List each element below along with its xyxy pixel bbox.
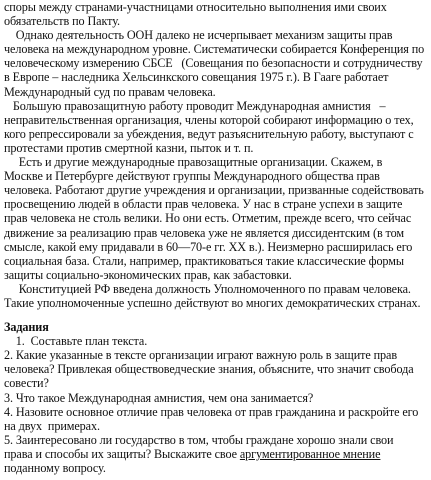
task-line: человека? Привлекая обществоведческие знания, объясните, что значит свобода <box>4 362 414 377</box>
text-line: смысле, какой ему придавали в 60—70-е гг. XX в.). Неизмерно расширилась его <box>4 239 413 254</box>
text-line: Большую правозащитную работу проводит Международная амнистия – <box>4 98 386 113</box>
text-line: Такие уполномоченные успешно действуют во многих демократических странах. <box>4 295 421 310</box>
text-line: прав человека не столь велики. Но они есть. Отметим, прежде всего, что сейчас <box>4 211 412 226</box>
text-line: человека на международном уровне. Систематически собирается Конференция по <box>4 42 425 57</box>
task-line: на двух примерах. <box>4 418 100 433</box>
text-line: обязательств по Пакту. <box>4 14 120 29</box>
task-line: совести? <box>4 376 49 391</box>
text-line: защиты социально-экономических прав, как забастовки. <box>4 267 292 282</box>
tasks-heading: Задания <box>4 320 49 335</box>
text-line: Конституцией РФ введена должность Уполномоченного по правам человека. <box>4 281 411 296</box>
text-line: кого репрессировали за убеждения, ведут разъяснительную работу, выступают с <box>4 126 414 141</box>
text-line: движение за реализацию прав человека уже не является диссидентским (в том <box>4 225 404 240</box>
spacer <box>4 310 429 320</box>
text-line: Москве и Петербурге действуют группы Международного общества прав <box>4 169 380 184</box>
text-line: Международный суд по правам человека. <box>4 84 216 99</box>
task-line: 2. Какие указанные в тексте организации играют важную роль в защите прав <box>4 348 397 363</box>
text-line: споры между странами-участницами относительно выполнения ими своих <box>4 0 387 14</box>
text-line: человека. Работают другие учреждения и организации, призванные содействовать <box>4 183 424 198</box>
text-line: Есть и другие международные правозащитные организации. Скажем, в <box>4 155 383 170</box>
text-line: в Европе – наследника Хельсинкского совещания 1975 г.). В Гааге работает <box>4 70 389 85</box>
task-line: 3. Что такое Международная амнистия, чем она занимается? <box>4 390 314 405</box>
text-line: социальная база. Стали, например, практиковаться такие классические формы <box>4 253 404 268</box>
task-line: поданному вопросу. <box>4 461 106 475</box>
document-page <box>4 0 429 475</box>
task-line: 4. Назовите основное отличие прав человека от прав гражданина и раскройте его <box>4 404 419 419</box>
text-line: просвещению людей в области прав человека. У нас в стране успехи в защите <box>4 197 403 212</box>
task-line: 1. Составьте план текста. <box>4 334 148 349</box>
task-text: права и способы их защиты? Выскажите свое <box>4 446 240 461</box>
text-line: Однако деятельность ООН далеко не исчерпывает механизм защиты прав <box>4 28 393 43</box>
text-line: неправительственная организация, члены которой собирают информацию о тех, <box>4 112 414 127</box>
text-line: человеческому измерению СБСЕ (Совещания по безопасности и сотрудничеству <box>4 56 423 71</box>
underlined-phrase: аргументированное мнение <box>239 446 381 461</box>
text-line: протестами против смертной казни, пыток и т. п. <box>4 140 254 155</box>
task-line <box>4 447 429 461</box>
task-line: 5. Заинтересовано ли государство в том, чтобы граждане хорошо знали свои <box>4 432 394 447</box>
